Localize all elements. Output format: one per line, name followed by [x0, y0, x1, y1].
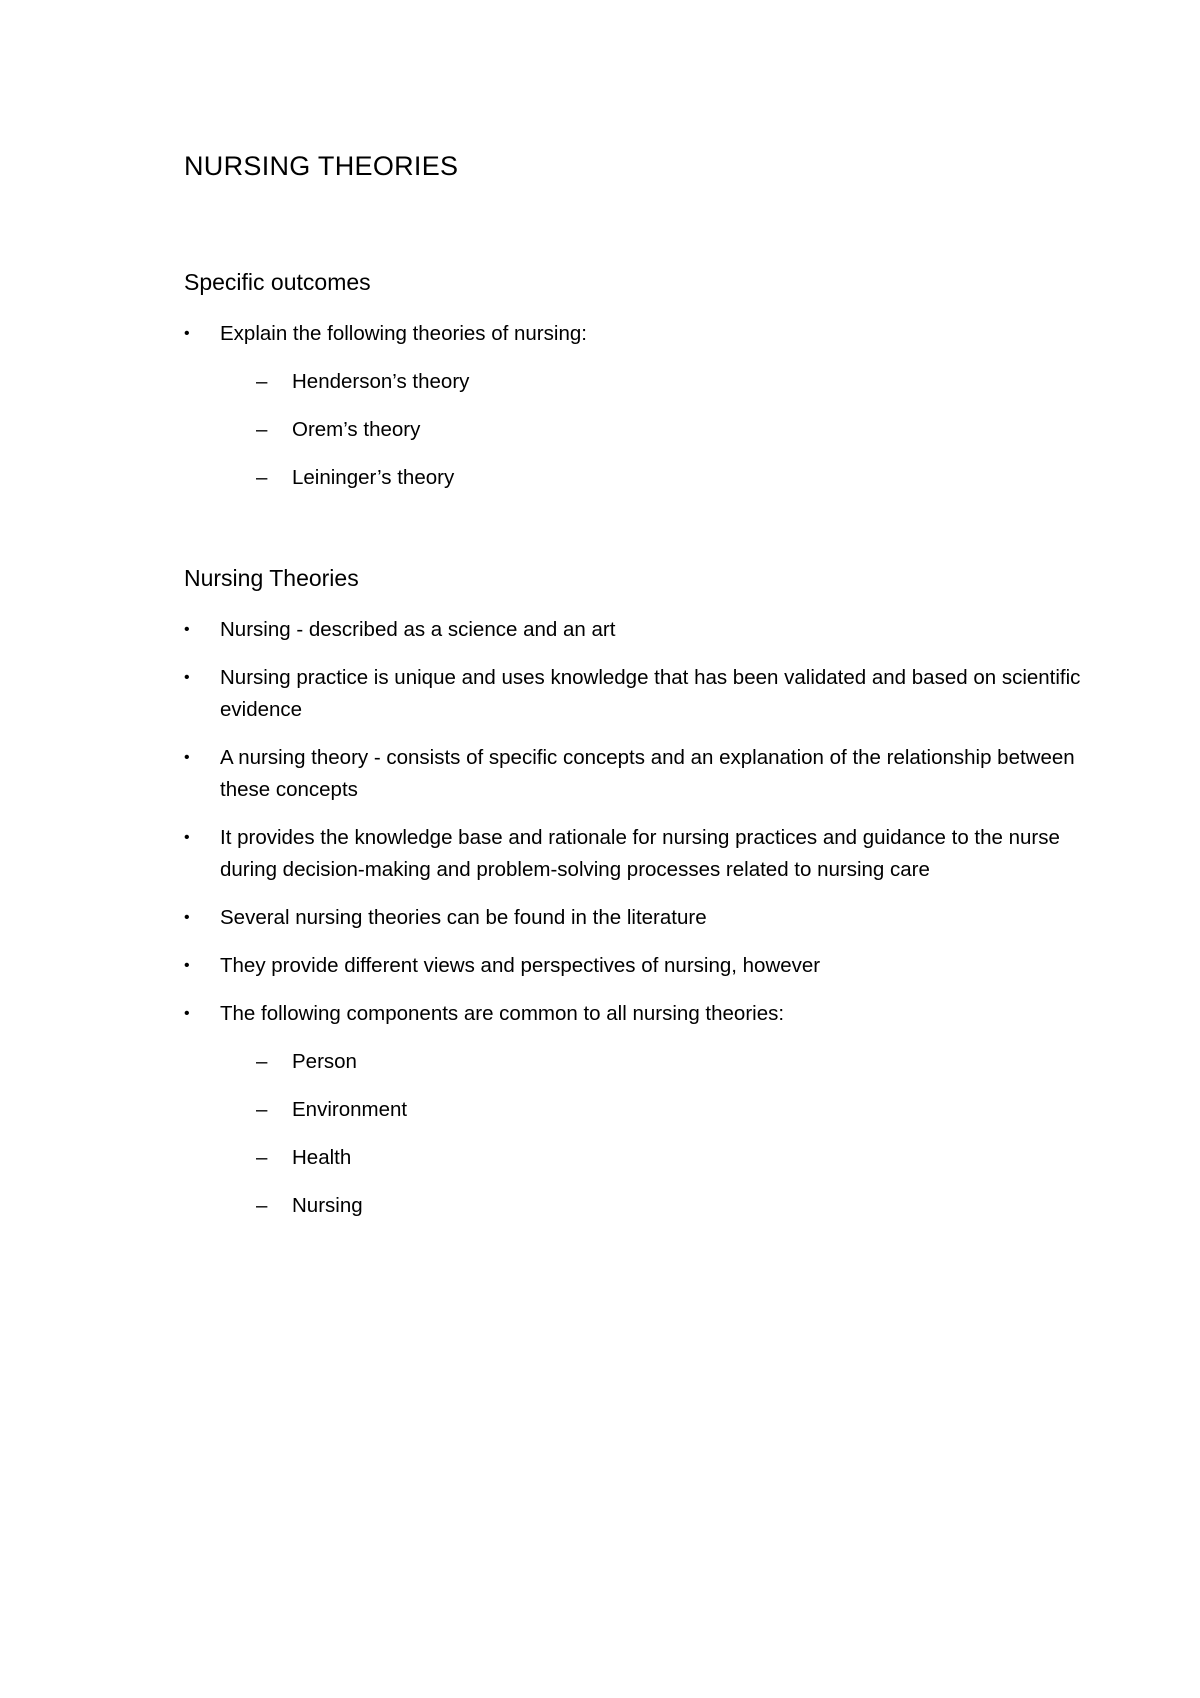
- list-item-text: It provides the knowledge base and rationale for nursing practices and guidance to the nurse during decision-making and problem-solving processes related to nursing care: [220, 826, 1060, 881]
- sub-list-item: [184, 366, 1084, 398]
- sub-list-item-text: Henderson’s theory: [292, 370, 470, 393]
- bullet-icon: •: [184, 829, 190, 846]
- bullet-icon: •: [184, 909, 190, 926]
- list-item-text: Several nursing theories can be found in the literature: [220, 906, 707, 929]
- list-item-text: The following components are common to all nursing theories:: [220, 1002, 785, 1025]
- sub-list-item-text: Nursing: [292, 1194, 363, 1217]
- sub-list-item: [184, 1094, 1084, 1126]
- bullet-icon: •: [184, 669, 190, 686]
- sub-list-item: [184, 462, 1084, 494]
- list-item: [184, 318, 1084, 350]
- sub-list-item-text: Person: [292, 1050, 357, 1073]
- list-item-text: A nursing theory - consists of specific concepts and an explanation of the relationship between these concepts: [220, 746, 1075, 801]
- sub-list-item-text: Orem’s theory: [292, 418, 421, 441]
- bullet-icon: •: [184, 621, 190, 638]
- list-item: [184, 998, 1084, 1030]
- dash-icon: –: [256, 418, 268, 441]
- list-item: [184, 822, 1084, 886]
- sub-list-item-text: Leininger’s theory: [292, 466, 455, 489]
- specific-outcomes-list: [184, 318, 1084, 510]
- document-title: NURSING THEORIES: [184, 151, 459, 181]
- list-item-text: Nursing practice is unique and uses knowledge that has been validated and based on scientific evidence: [220, 666, 1081, 721]
- sub-list-item-text: Health: [292, 1146, 352, 1169]
- dash-icon: –: [256, 1050, 268, 1073]
- sub-list-item: [184, 1046, 1084, 1078]
- section-heading-specific-outcomes: Specific outcomes: [184, 269, 371, 295]
- list-item: [184, 614, 1084, 646]
- list-item: [184, 902, 1084, 934]
- list-item-text: Nursing - described as a science and an art: [220, 618, 616, 641]
- bullet-icon: •: [184, 957, 190, 974]
- sub-list-item: [184, 1142, 1084, 1174]
- sub-list-item: [184, 414, 1084, 446]
- list-item: [184, 950, 1084, 982]
- bullet-icon: •: [184, 749, 190, 766]
- dash-icon: –: [256, 370, 268, 393]
- sub-list-item: [184, 1190, 1084, 1222]
- dash-icon: –: [256, 466, 268, 489]
- dash-icon: –: [256, 1098, 268, 1121]
- nursing-theories-list: [184, 614, 1084, 1238]
- list-item-text: Explain the following theories of nursing:: [220, 322, 587, 345]
- list-item: [184, 662, 1084, 726]
- list-item-text: They provide different views and perspectives of nursing, however: [220, 954, 821, 977]
- bullet-icon: •: [184, 1005, 190, 1022]
- list-item: [184, 742, 1084, 806]
- bullet-icon: •: [184, 325, 190, 342]
- dash-icon: –: [256, 1194, 268, 1217]
- section-heading-nursing-theories: Nursing Theories: [184, 565, 359, 591]
- sub-list-item-text: Environment: [292, 1098, 408, 1121]
- dash-icon: –: [256, 1146, 268, 1169]
